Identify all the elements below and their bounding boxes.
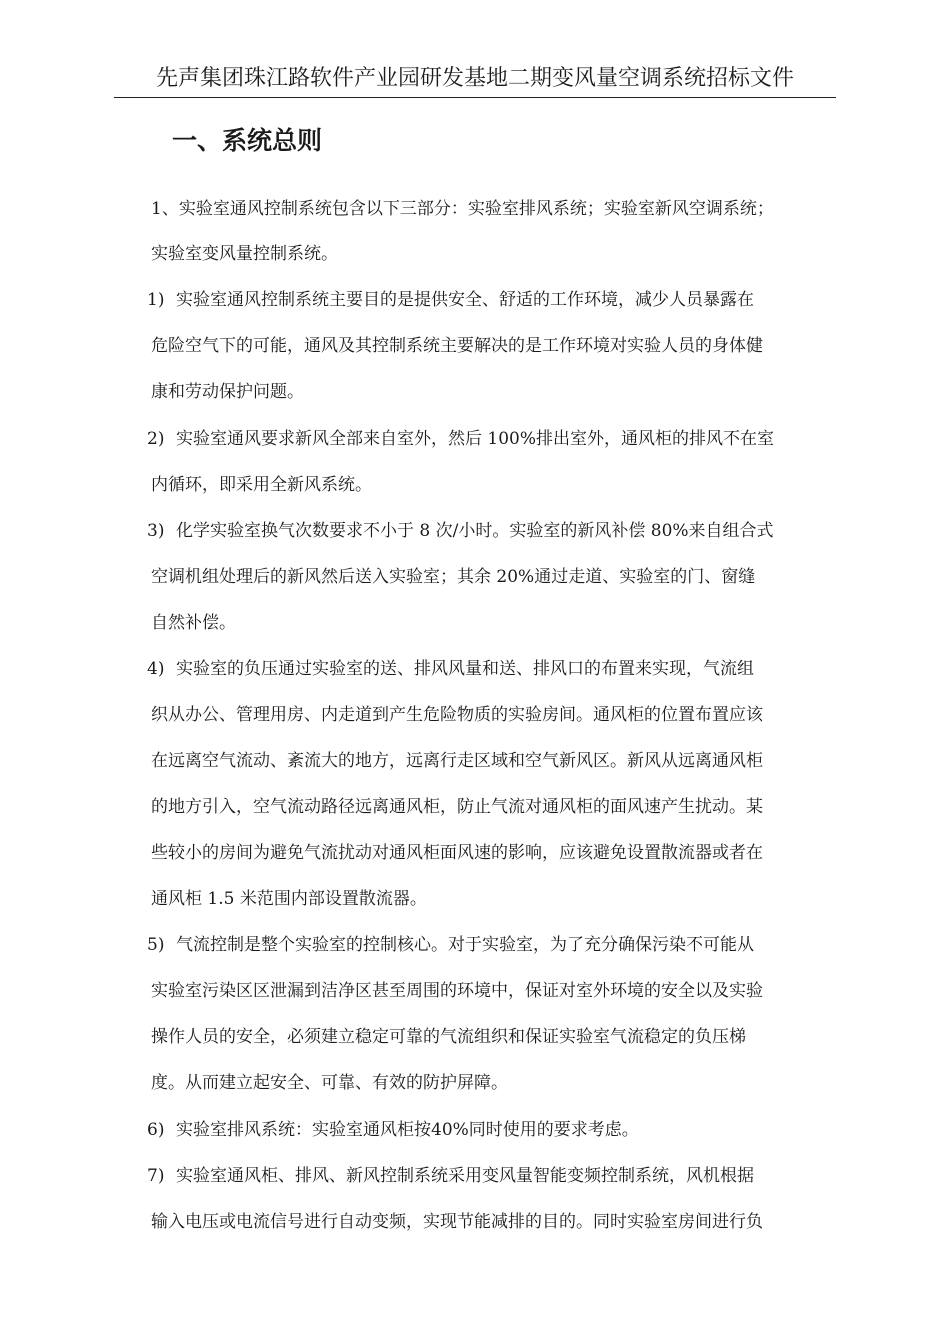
header-divider (114, 97, 836, 98)
paragraph-line: 实验室通风要求新风全部来自室外，然后 100%排出室外，通风柜的排风不在室 (176, 429, 775, 449)
paragraph-line: 实验室污染区区泄漏到洁净区甚至周围的环境中，保证对室外环境的安全以及实验 (151, 981, 763, 1001)
paragraph-line: 的地方引入，空气流动路径远离通风柜，防止气流对通风柜的面风速产生扰动。某 (151, 797, 763, 817)
paragraph-line: 度。从而建立起安全、可靠、有效的防护屏障。 (151, 1073, 508, 1093)
paragraph-line: 实验室排风系统：实验室通风柜按40%同时使用的要求考虑。 (176, 1120, 639, 1140)
paragraph-line: 实验室的负压通过实验室的送、排风风量和送、排风口的布置来实现，气流组 (176, 659, 754, 679)
paragraph-number: 5) (147, 935, 165, 955)
paragraph-number: 6) (147, 1120, 165, 1140)
paragraph-line: 1、实验室通风控制系统包含以下三部分：实验室排风系统；实验室新风空调系统； (151, 199, 774, 219)
document-header-title: 先声集团珠江路软件产业园研发基地二期变风量空调系统招标文件 (155, 66, 794, 91)
paragraph-line: 气流控制是整个实验室的控制核心。对于实验室，为了充分确保污染不可能从 (176, 935, 754, 955)
paragraph-line: 通风柜 1.5 米范围内部设置散流器。 (151, 889, 427, 909)
paragraph-line: 危险空气下的可能，通风及其控制系统主要解决的是工作环境对实验人员的身体健 (151, 336, 763, 356)
paragraph-number: 7) (147, 1166, 165, 1186)
paragraph-line: 实验室通风控制系统主要目的是提供安全、舒适的工作环境，减少人员暴露在 (176, 290, 754, 310)
paragraph-number: 2) (147, 429, 165, 449)
paragraph-line: 康和劳动保护问题。 (151, 382, 304, 402)
paragraph-line: 空调机组处理后的新风然后送入实验室；其余 20%通过走道、实验室的门、窗缝 (151, 567, 756, 587)
paragraph-number: 1) (147, 290, 165, 310)
paragraph-line: 内循环，即采用全新风系统。 (151, 475, 372, 495)
paragraph-number: 4) (147, 659, 165, 679)
paragraph-line: 在远离空气流动、紊流大的地方，远离行走区域和空气新风区。新风从远离通风柜 (151, 751, 763, 771)
paragraph-line: 化学实验室换气次数要求不小于 8 次/小时。实验室的新风补偿 80%来自组合式 (176, 521, 774, 541)
paragraph-line: 操作人员的安全，必须建立稳定可靠的气流组织和保证实验室气流稳定的负压梯 (151, 1027, 746, 1047)
section-heading: 一、系统总则 (172, 126, 323, 155)
paragraph-line: 输入电压或电流信号进行自动变频，实现节能减排的目的。同时实验室房间进行负 (151, 1212, 763, 1232)
paragraph-number: 3) (147, 521, 165, 541)
paragraph-line: 自然补偿。 (151, 613, 236, 633)
paragraph-line: 织从办公、管理用房、内走道到产生危险物质的实验房间。通风柜的位置布置应该 (151, 705, 763, 725)
paragraph-line: 实验室变风量控制系统。 (151, 244, 338, 264)
paragraph-line: 实验室通风柜、排风、新风控制系统采用变风量智能变频控制系统，风机根据 (176, 1166, 754, 1186)
paragraph-line: 些较小的房间为避免气流扰动对通风柜面风速的影响，应该避免设置散流器或者在 (151, 843, 763, 863)
